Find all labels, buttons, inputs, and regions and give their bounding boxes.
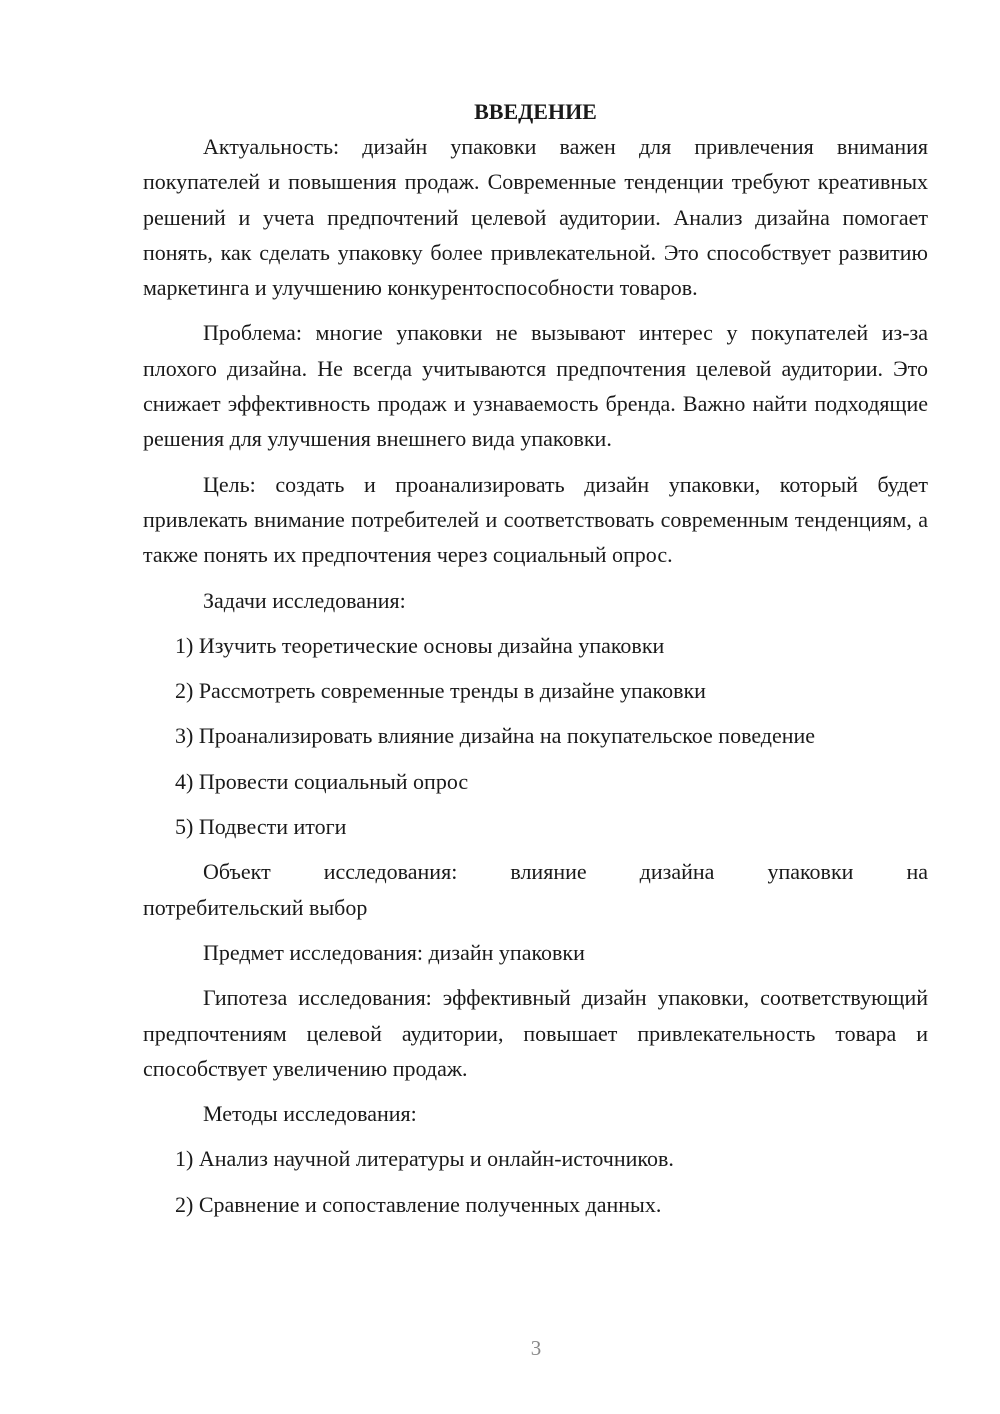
task-item: 4) Провести социальный опрос (175, 768, 469, 794)
object-line-1: Объект исследования: влияние дизайна упаковки на (203, 859, 928, 885)
task-item: 5) Подвести итоги (175, 814, 347, 840)
goal-paragraph: Цель: создать и проанализировать дизайн упаковки, который будет привлекать внимание потребителей и соответствовать современным тенденциям, а также понять их предпочтения через социальный опрос. (143, 471, 928, 568)
task-item: 3) Проанализировать влияние дизайна на покупательское поведение (175, 723, 816, 749)
methods-heading: Методы исследования: (203, 1101, 417, 1127)
hypothesis-paragraph: Гипотеза исследования: эффективный дизайн упаковки, соответствующий предпочтениям целевой аудитории, повышает привлекательность товара и способствует увеличению продаж. (143, 985, 928, 1081)
page-content (143, 94, 928, 1232)
page-number: 3 (530, 1336, 542, 1360)
object-line-2: потребительский выбор (143, 894, 368, 920)
tasks-heading: Задачи исследования: (203, 587, 406, 613)
task-item: 1) Изучить теоретические основы дизайна упаковки (175, 632, 665, 658)
problem-paragraph: Проблема: многие упаковки не вызывают интерес у покупателей из-за плохого дизайна. Не всегда учитываются предпочтения целевой аудитории. Это снижает эффективность продаж и узнаваемость бренда. Важно найти подходящие решения для улучшения внешнего вида упаковки. (143, 320, 928, 452)
method-item: 2) Сравнение и сопоставление полученных данных. (175, 1191, 662, 1217)
method-item: 1) Анализ научной литературы и онлайн-источников. (175, 1146, 674, 1172)
relevance-paragraph: Актуальность: дизайн упаковки важен для привлечения внимания покупателей и повышения продаж. Современные тенденции требуют креативных решений и учета предпочтений целевой аудитории. Анализ дизайна помогает понять, как сделать упаковку более привлекательной. Это способствует развитию маркетинга и улучшению конкурентоспособности товаров. (143, 134, 928, 301)
subject-paragraph: Предмет исследования: дизайн упаковки (203, 939, 585, 965)
task-item: 2) Рассмотреть современные тренды в дизайне упаковки (175, 678, 706, 704)
page-title: ВВЕДЕНИЕ (474, 99, 597, 124)
